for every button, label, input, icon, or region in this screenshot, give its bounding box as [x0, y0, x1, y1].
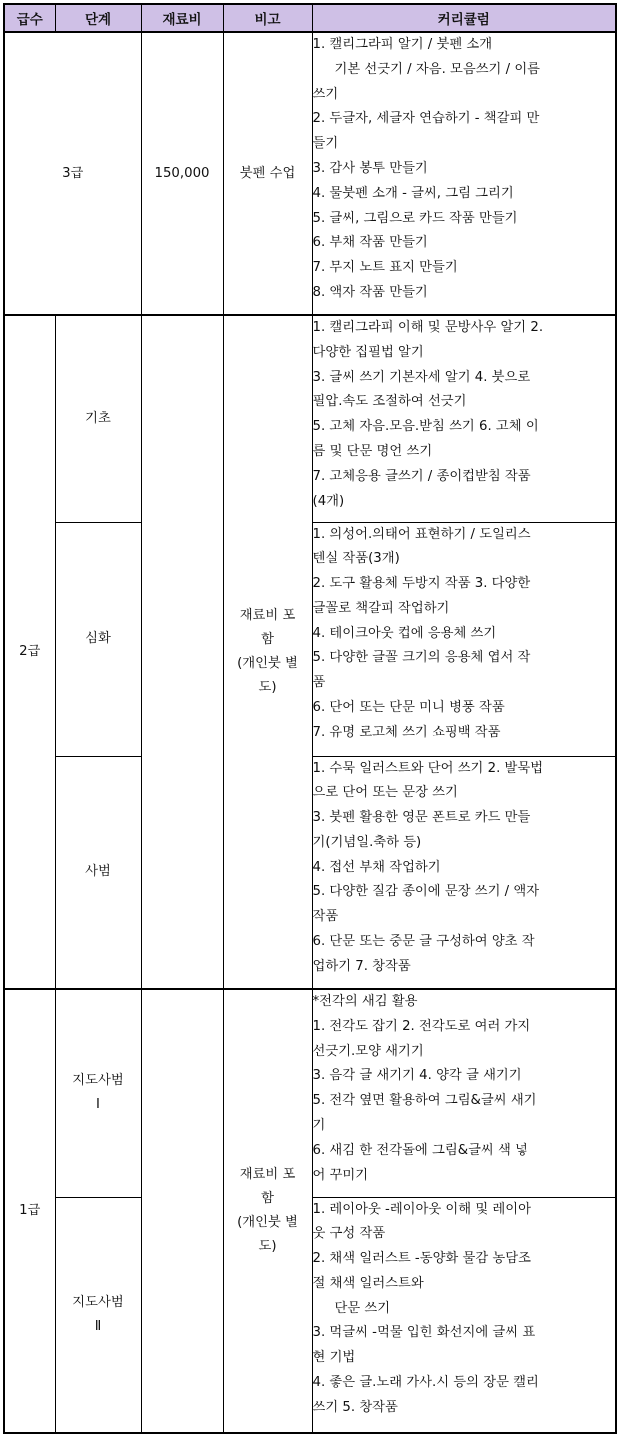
- grade2-basic-curriculum: [312, 315, 616, 522]
- grade1-note: [223, 989, 312, 1433]
- curriculum-line: 2. 두글자, 세글자 연습하기 - 책갈피 만: [312, 111, 540, 127]
- note-line: (개인붓 별: [237, 656, 298, 671]
- curriculum-line: 6. 새김 한 전각돌에 그림&글씨 색 넣: [312, 1142, 528, 1158]
- curriculum-line: 다양한 집필법 알기: [312, 344, 424, 360]
- curriculum-line: *전각의 새김 활용: [312, 994, 418, 1009]
- curriculum-line: 7. 고체응용 글쓰기 / 종이컵받침 작품: [312, 468, 531, 484]
- curriculum-line: 쓰기 5. 창작품: [312, 1399, 398, 1415]
- stage-line: Ⅱ: [94, 1318, 102, 1334]
- curriculum-line: 쓰기: [312, 86, 339, 102]
- curriculum-line: 1. 전각도 잡기 2. 전각도로 여러 가지: [312, 1018, 531, 1034]
- curriculum-line: 기: [312, 1117, 326, 1133]
- curriculum-line: 4. 테이크아웃 컵에 응용체 쓰기: [312, 625, 497, 641]
- curriculum-line: 텐실 작품(3개): [312, 551, 400, 567]
- header-fee: 재료비: [141, 4, 223, 32]
- grade2-advanced-curriculum: [312, 522, 616, 756]
- curriculum-table: [3, 3, 617, 1434]
- curriculum-line: 웃 구성 작품: [312, 1226, 386, 1242]
- curriculum-line: 2. 도구 활용체 두방지 작품 3. 다양한: [312, 576, 531, 592]
- curriculum-line: 3. 붓펜 활용한 영문 폰트로 카드 만들: [312, 810, 531, 826]
- curriculum-line: 3. 먹글씨 -먹물 입힌 화선지에 글씨 표: [312, 1325, 536, 1341]
- grade1-stage-lead-2: [55, 1197, 141, 1433]
- curriculum-line: 으로 단어 또는 문장 쓰기: [312, 785, 458, 801]
- curriculum-line: 선긋기.모양 새기기: [312, 1043, 424, 1059]
- curriculum-line: 7. 유명 로고체 쓰기 쇼핑백 작품: [312, 724, 501, 740]
- curriculum-line: 1. 캘리그라피 알기 / 붓펜 소개: [312, 37, 493, 52]
- curriculum-line: 5. 고체 자음.모음.받침 쓰기 6. 고체 이: [312, 419, 539, 435]
- curriculum-line: 4. 물붓펜 소개 - 글씨, 그림 그리기: [312, 185, 514, 201]
- note-line: (개인붓 별: [237, 1215, 298, 1230]
- grade3-label: 3급: [4, 32, 141, 315]
- curriculum-line: 글꼴로 책갈피 작업하기: [312, 600, 450, 616]
- curriculum-line: (4개): [312, 493, 345, 509]
- curriculum-line: 품: [312, 675, 326, 691]
- curriculum-line: 현 기법: [312, 1350, 356, 1366]
- header-stage: 단계: [55, 4, 141, 32]
- table-row: [4, 315, 616, 522]
- grade2-note: [223, 315, 312, 989]
- table-row: [4, 989, 616, 1197]
- grade1-lead2-curriculum: [312, 1197, 616, 1433]
- curriculum-line: 필압.속도 조절하여 선긋기: [312, 394, 467, 410]
- curriculum-line: 3. 글씨 쓰기 기본자세 알기 4. 붓으로: [312, 369, 531, 385]
- note-line: 재료비 포: [239, 1167, 296, 1182]
- curriculum-line: 4. 좋은 글.노래 가사.시 등의 장문 캘리: [312, 1375, 539, 1391]
- header-note: 비고: [223, 4, 312, 32]
- grade2-fee: [141, 315, 223, 989]
- stage-line: Ⅰ: [96, 1097, 100, 1113]
- curriculum-line: 1. 캘리그라피 이해 및 문방사우 알기 2.: [312, 320, 544, 335]
- curriculum-line: 5. 다양한 글꼴 크기의 응용체 엽서 작: [312, 650, 531, 666]
- curriculum-line: 8. 액자 작품 만들기: [312, 284, 428, 300]
- curriculum-line: 1. 레이아웃 -레이아웃 이해 및 레이아: [312, 1201, 531, 1217]
- curriculum-line: 1. 의성어.의태어 표현하기 / 도일리스: [312, 526, 531, 542]
- curriculum-line: 1. 수묵 일러스트와 단어 쓰기 2. 발묵법: [312, 760, 544, 776]
- stage-line: 지도사범: [72, 1073, 124, 1089]
- note-line: 도): [258, 1239, 277, 1254]
- grade2-stage-instructor: 사범: [55, 756, 141, 989]
- grade2-label: 2급: [4, 315, 55, 989]
- curriculum-line: 기(기념일.축하 등): [312, 834, 422, 850]
- grade1-fee: [141, 989, 223, 1433]
- curriculum-line: 4. 접선 부채 작업하기: [312, 859, 441, 875]
- grade1-lead1-curriculum: [312, 989, 616, 1197]
- grade1-stage-lead-1: [55, 989, 141, 1197]
- grade3-curriculum: [312, 32, 616, 315]
- curriculum-line: 3. 감사 봉투 만들기: [312, 160, 428, 176]
- note-line: 함: [261, 632, 274, 647]
- curriculum-line: 5. 글씨, 그림으로 카드 작품 만들기: [312, 210, 518, 226]
- note-line: 재료비 포: [239, 608, 296, 623]
- grade2-stage-basic: 기초: [55, 315, 141, 522]
- curriculum-line: 5. 전각 옆면 활용하여 그림&글씨 새기: [312, 1093, 537, 1109]
- table-row: [4, 32, 616, 315]
- note-line: 도): [258, 680, 277, 695]
- curriculum-line: 어 꾸미기: [312, 1167, 369, 1183]
- grade3-fee: 150,000: [141, 32, 223, 315]
- grade2-instructor-curriculum: [312, 756, 616, 989]
- curriculum-line: 기본 선긋기 / 자음. 모음쓰기 / 이름: [334, 61, 541, 77]
- grade3-note: 붓펜 수업: [223, 32, 312, 315]
- curriculum-line: 절 채색 일러스트와: [312, 1275, 424, 1291]
- curriculum-line: 업하기 7. 창작품: [312, 958, 411, 974]
- curriculum-line: 2. 채색 일러스트 -동양화 물감 농담조: [312, 1251, 531, 1267]
- grade1-label: 1급: [4, 989, 55, 1433]
- curriculum-line: 름 및 단문 명언 쓰기: [312, 443, 433, 459]
- curriculum-line: 6. 부채 작품 만들기: [312, 235, 428, 251]
- curriculum-line: 6. 단문 또는 중문 글 구성하여 양초 작: [312, 934, 535, 950]
- curriculum-line: 단문 쓰기: [334, 1300, 391, 1316]
- curriculum-line: 작품: [312, 909, 339, 925]
- curriculum-line: 3. 음각 글 새기기 4. 양각 글 새기기: [312, 1068, 522, 1084]
- curriculum-line: 들기: [312, 136, 339, 152]
- curriculum-line: 7. 무지 노트 표지 만들기: [312, 260, 458, 276]
- curriculum-line: 5. 다양한 질감 종이에 문장 쓰기 / 액자: [312, 884, 540, 900]
- grade2-stage-advanced: 심화: [55, 522, 141, 756]
- header-grade: 급수: [4, 4, 55, 32]
- stage-line: 지도사범: [72, 1294, 124, 1310]
- header-curriculum: 커리큘럼: [312, 4, 616, 32]
- header-row: [4, 4, 616, 32]
- note-line: 함: [261, 1191, 274, 1206]
- curriculum-line: 6. 단어 또는 단문 미니 병풍 작품: [312, 700, 505, 716]
